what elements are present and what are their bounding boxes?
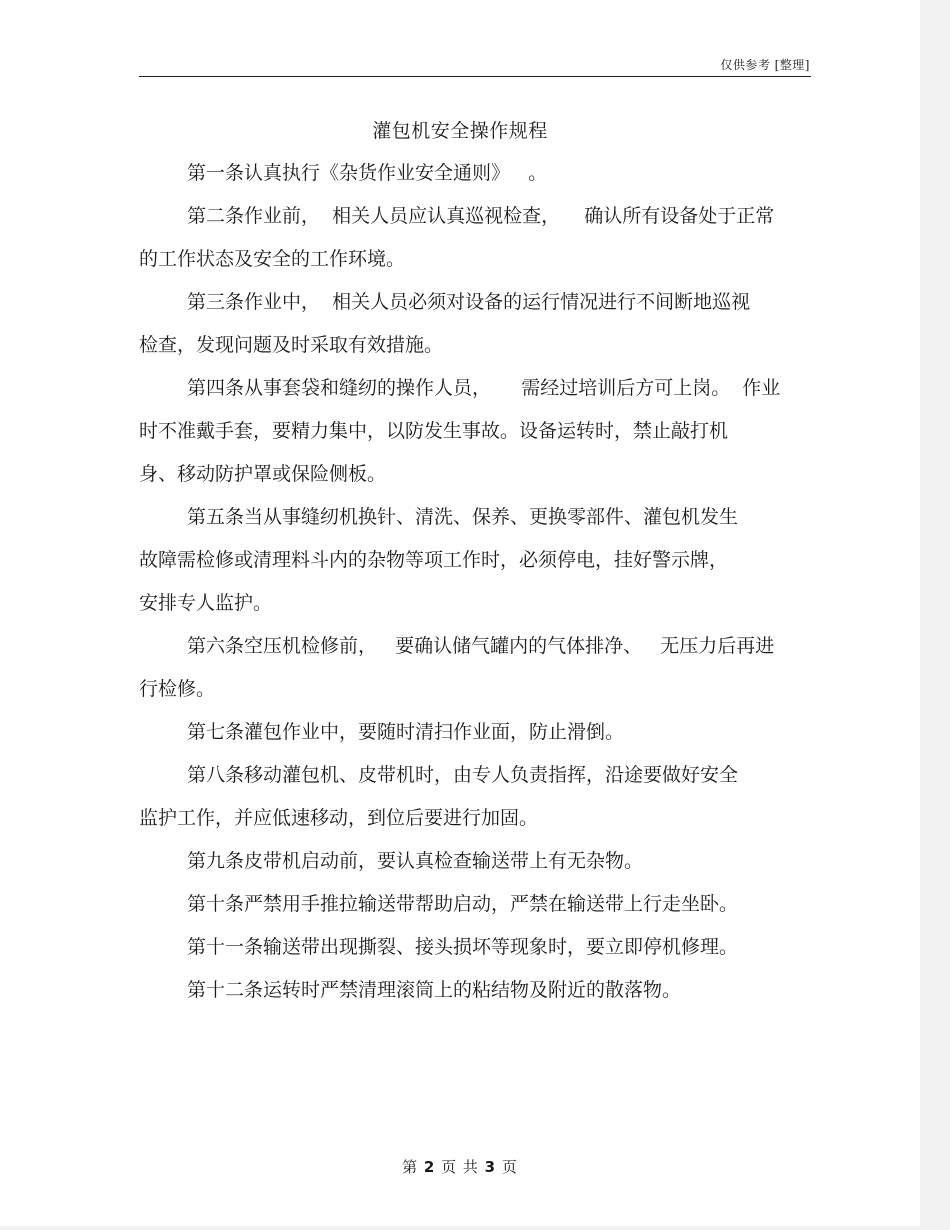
footer-suffix: 页 xyxy=(501,1158,518,1176)
header-rule xyxy=(139,76,811,77)
article-paragraph xyxy=(139,367,814,496)
article-paragraph xyxy=(139,711,814,754)
article-paragraph xyxy=(139,969,814,1012)
article-paragraph xyxy=(139,754,814,840)
article-line: 第九条皮带机启动前，要认真检查输送带上有无杂物。 xyxy=(187,850,644,872)
article-line: 第十二条运转时严禁清理滚筒上的粘结物及附近的散落物。 xyxy=(187,979,682,1001)
article-paragraph xyxy=(139,152,814,195)
article-line: 身、移动防护罩或保险侧板。 xyxy=(139,463,387,485)
article-line: 监护工作，并应低速移动，到位后要进行加固。 xyxy=(139,807,539,829)
article-line: 安排专人监护。 xyxy=(139,592,273,614)
current-page-number: 2 xyxy=(423,1158,436,1176)
article-line: 检查，发现问题及时采取有效措施。 xyxy=(139,334,444,356)
article-line: 时不准戴手套，要精力集中，以防发生事故。设备运转时，禁止敲打机 xyxy=(139,420,729,442)
article-paragraph xyxy=(139,840,814,883)
article-list xyxy=(139,152,814,1012)
article-line: 第一条认真执行《杂货作业安全通则》 。 xyxy=(187,162,548,184)
article-line: 第十一条输送带出现撕裂、接头损坏等现象时，要立即停机修理。 xyxy=(187,936,739,958)
header-note: 仅供参考 [整理] xyxy=(720,58,810,72)
article-line: 第十条严禁用手推拉输送带帮助启动，严禁在输送带上行走坐卧。 xyxy=(187,893,739,915)
article-paragraph xyxy=(139,496,814,625)
article-line: 第七条灌包作业中，要随时清扫作业面，防止滑倒。 xyxy=(187,721,625,743)
document-title: 灌包机安全操作规程 xyxy=(372,120,548,142)
article-line: 故障需检修或清理料斗内的杂物等项工作时，必须停电，挂好警示牌， xyxy=(139,549,729,571)
article-line: 第八条移动灌包机、皮带机时，由专人负责指挥，沿途要做好安全 xyxy=(187,764,739,786)
total-pages-number: 3 xyxy=(484,1158,497,1176)
article-line: 第二条作业前， 相关人员应认真巡视检查， 确认所有设备处于正常 xyxy=(187,205,775,227)
article-line: 第六条空压机检修前， 要确认储气罐内的气体排净、 无压力后再进 xyxy=(187,635,775,657)
article-line: 第三条作业中， 相关人员必须对设备的运行情况进行不间断地巡视 xyxy=(187,291,751,313)
article-paragraph xyxy=(139,926,814,969)
page-number-footer xyxy=(0,1156,920,1177)
article-line: 行检修。 xyxy=(139,678,216,700)
article-line: 第五条当从事缝纫机换针、清洗、保养、更换零部件、灌包机发生 xyxy=(187,506,739,528)
footer-prefix: 第 xyxy=(402,1158,419,1176)
article-paragraph xyxy=(139,281,814,367)
article-paragraph xyxy=(139,625,814,711)
article-line: 的工作状态及安全的工作环境。 xyxy=(139,248,406,270)
article-paragraph xyxy=(139,195,814,281)
article-line: 第四条从事套袋和缝纫的操作人员， 需经过培训后方可上岗。 作业 xyxy=(187,377,781,399)
article-paragraph xyxy=(139,883,814,926)
footer-middle: 页 共 xyxy=(441,1158,485,1176)
